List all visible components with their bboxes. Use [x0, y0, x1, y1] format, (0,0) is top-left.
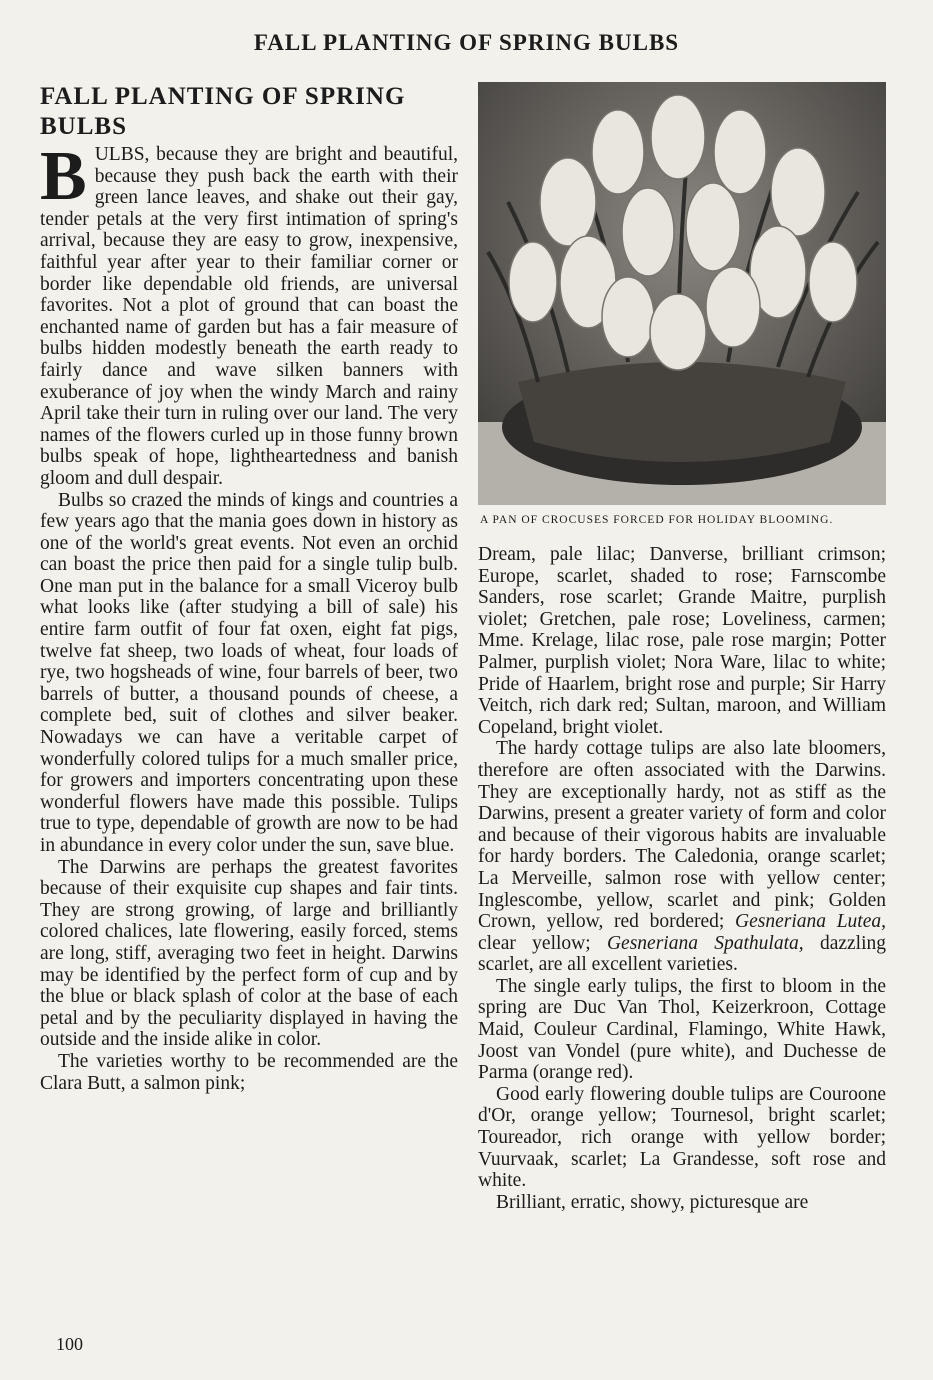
drop-cap: B — [40, 138, 87, 215]
paragraph-text: The hardy cottage tulips are also late bloomers, therefore are often associated with the Darwins. They are exceptionally hardy, not as stiff as the Darwins, present a greater variety of form and color and because of their vigorous habits are invaluable for hardy borders. The Caledonia, orange scarlet; La Merveille, salmon rose with yellow center; Inglescombe, yellow, scarlet and pink; Golden Crown, yellow, red bordered; — [478, 738, 886, 933]
paragraph: Brilliant, erratic, showy, picturesque are — [496, 1191, 809, 1213]
photo-caption: A PAN OF CROCUSES FORCED FOR HOLIDAY BLOOMING. — [480, 514, 834, 526]
paragraph: Dream, pale lilac; Danverse, brilliant crimson; Europe, scarlet, shaded to rose; Farnscombe Sanders, rose scarlet; Grande Maitre, purplish violet; Gretchen, pale rose; Loveliness, carmen; Mme. Krelage, lilac rose, pale rose margin; Potter Palmer, purplish violet; Nora Ware, lilac to white; Pride of Haarlem, bright rose and purple; Sir Harry Veitch, rich dark red; Sultan, maroon, and William Copeland, bright violet. — [478, 544, 886, 738]
italic-variety-name: Gesneriana Lutea, — [735, 911, 887, 933]
left-column — [40, 82, 458, 1094]
paragraph: Good early flowering double tulips are Couroone d'Or, orange yellow; Tournesol, bright scarlet; Toureador, rich orange with yellow border; Vuurvaak, scarlet; La Grandesse, soft rose and white. — [478, 1083, 886, 1192]
article-title: FALL PLANTING OF SPRING BULBS — [40, 83, 406, 140]
italic-variety-name: Gesneriana Spathulata, — [606, 932, 804, 954]
right-column — [478, 82, 886, 1213]
crocus-pan-photo — [478, 82, 886, 505]
paragraph: The Darwins are perhaps the greatest favorites because of their exquisite cup shapes and fair tints. They are strong growing, of large and brilliantly colored chalices, late flowering, easily forced, stems are long, stiff, averaging two feet in height. Darwins may be identified by the perfect form of cup and by the blue or black splash of color at the base of each petal and by the peculiarity displayed in having the outside and the inside alike in color. — [40, 856, 458, 1051]
paragraph: The single early tulips, the first to bloom in the spring are Duc Van Thol, Keizerkroon, Cottage Maid, Couleur Cardinal, Flamingo, White Hawk, Joost van Vondel (pure white), and Duchesse de Parma (orange red). — [478, 975, 886, 1084]
left-body-text — [40, 138, 458, 1094]
paragraph — [40, 138, 458, 490]
page-number: 100 — [56, 1334, 83, 1354]
running-header: FALL PLANTING OF SPRING BULBS — [253, 30, 680, 55]
paragraph: Bulbs so crazed the minds of kings and countries a few years ago that the mania goes down in history as one of the world's great events. Not even an orchid can boast the price then paid for a single tulip bulb. One man put in the balance for a small Viceroy bulb what looks like (after studying a bill of sale) his entire farm outfit of four fat oxen, eight fat pigs, twelve fat sheep, two loads of wheat, four loads of rye, two hogsheads of wine, four barrels of beer, two barrels of butter, a thousand pounds of cheese, a complete bed, suit of clothes and silver beaker. Nowadays we can have a veritable carpet of wonderfully colored tulips for a much smaller price, for growers and importers concentrating upon these wonderful flowers have made this possible. Tulips true to type, dependable of growth are now to be had in abundance in every color under the sun, save blue. — [40, 489, 458, 856]
paragraph-text: ULBS, because they are bright and beautiful, because they push back the earth with their green lance leaves, and shake out their gay, tender petals at the very first intimation of spring's arrival, because they are easy to grow, inexpensive, faithful year after year to their familiar corner or border like dependable old friends, are universal favorites. Not a plot of ground that can boast the enchanted name of garden but has a fair measure of bulbs hidden modestly beneath the earth ready to fairly dance and wave silken banners with exuberance of joy when the windy March and rainy April take their turn in ruling over our land. The very names of the flowers curled up in those funny brown bulbs speak of hope, lightheartedness and banish gloom and dull despair. — [40, 144, 458, 489]
right-body-text — [478, 544, 886, 1213]
paragraph — [478, 738, 886, 976]
paragraph: The varieties worthy to be recommended are the Clara Butt, a salmon pink; — [40, 1050, 458, 1094]
paragraph-text: dazzling scarlet, are all excellent varieties. — [478, 932, 886, 976]
paragraph-text: clear yellow; — [478, 932, 591, 954]
